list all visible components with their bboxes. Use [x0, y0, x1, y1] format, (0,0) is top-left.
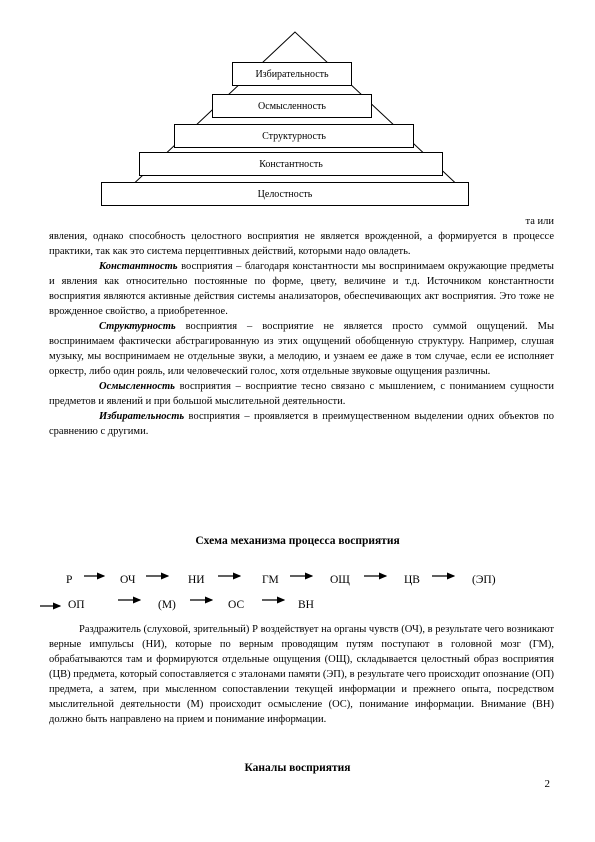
intro-paragraph: явления, однако способность целостного восприятия не является врожденной, а формируется в процессе практики, так как это система перцептивных действий, которыми надо овладеть.: [49, 231, 554, 257]
page-number: 2: [544, 778, 550, 790]
scheme-cv: ЦВ: [404, 574, 420, 586]
body-text: [49, 214, 554, 439]
scheme-vn: ВН: [298, 599, 314, 611]
struct-text: восприятия – восприятие не является просто суммой ощущений. Мы воспринимаем фактически абстрагированную из этих ощущений обобщенную структуру. Например, слушая музыку, мы воспринимаем не отдельные звуки, а мелодию, и узнаем ее даже в том случае, если ее исполняет оркестр, либо один рояль, или человеческий голос, хотя отдельные звуковые ощущения различны.: [49, 321, 554, 377]
scheme-ni: НИ: [188, 574, 205, 586]
scheme-osch: ОЩ: [330, 574, 350, 586]
scheme-m: (М): [158, 599, 176, 611]
konst-text: восприятия – благодаря константности мы воспринимаем окружающие предметы и явления как относительно постоянные по форме, цвету, величине и т.д. Источником константности восприятия являются активные действия системы анализаторов, обеспечивающих акт восприятия. Это тоже не врожденное свойство, а приобретенное.: [49, 261, 554, 317]
pyramid-level-1: Избирательность: [232, 62, 352, 86]
scheme-r: Р: [66, 574, 73, 586]
pyramid-level-5: Целостность: [101, 182, 469, 206]
scheme-title: Схема механизма процесса восприятия: [195, 535, 400, 547]
channels-title: Каналы восприятия: [244, 762, 351, 774]
scheme-ep: (ЭП): [472, 574, 496, 586]
scheme-os: ОС: [228, 599, 245, 611]
pyramid-level-3: Структурность: [174, 124, 414, 148]
pyramid-level-2: Осмысленность: [212, 94, 372, 118]
scheme-och: ОЧ: [120, 574, 136, 586]
scheme-op: ОП: [68, 599, 85, 611]
izb-text: восприятия – проявляется в преимущественном выделении одних объектов по сравнению с другими.: [49, 411, 554, 437]
osm-term: Осмысленность: [99, 381, 175, 392]
konst-term: Константность: [99, 261, 178, 272]
pyramid-level-4: Константность: [139, 152, 443, 176]
explanation-block: [49, 622, 554, 727]
osm-paragraph: [49, 379, 554, 409]
konst-paragraph: [49, 259, 554, 319]
izb-term: Избирательность: [99, 411, 185, 422]
struct-term: Структурность: [99, 321, 176, 332]
struct-paragraph: [49, 319, 554, 379]
izb-paragraph: [49, 409, 554, 439]
intro-tail: та или: [525, 216, 554, 227]
explanation-paragraph: Раздражитель (слуховой, зрительный) Р воздействует на органы чувств (ОЧ), в результате чего возникают верные импульсы (НИ), которые по верным проводящим путям поступают в головной мозг (ГМ), обрабатываются там и формируются отдельные ощущения (ОЩ), складывается целостный образ восприятия (ЦВ) предмета, который сопоставляется с эталонами памяти (ЭП), в результате чего происходит опознание (ОП) предмета, а затем, при мысленном сопоставлении текущей информации и прежнего опыта, посредством мыслительной деятельности (М) происходит осмысление (ОС), понимание информации. Внимание (ВН) должно быть направлено на прием и понимание информации.: [49, 624, 554, 725]
osm-text: восприятия – восприятие тесно связано с мышлением, с пониманием сущности предметов и явлений и при большой мыслительной деятельности.: [49, 381, 554, 407]
scheme-gm: ГМ: [262, 574, 279, 586]
perception-pyramid: [95, 30, 495, 220]
